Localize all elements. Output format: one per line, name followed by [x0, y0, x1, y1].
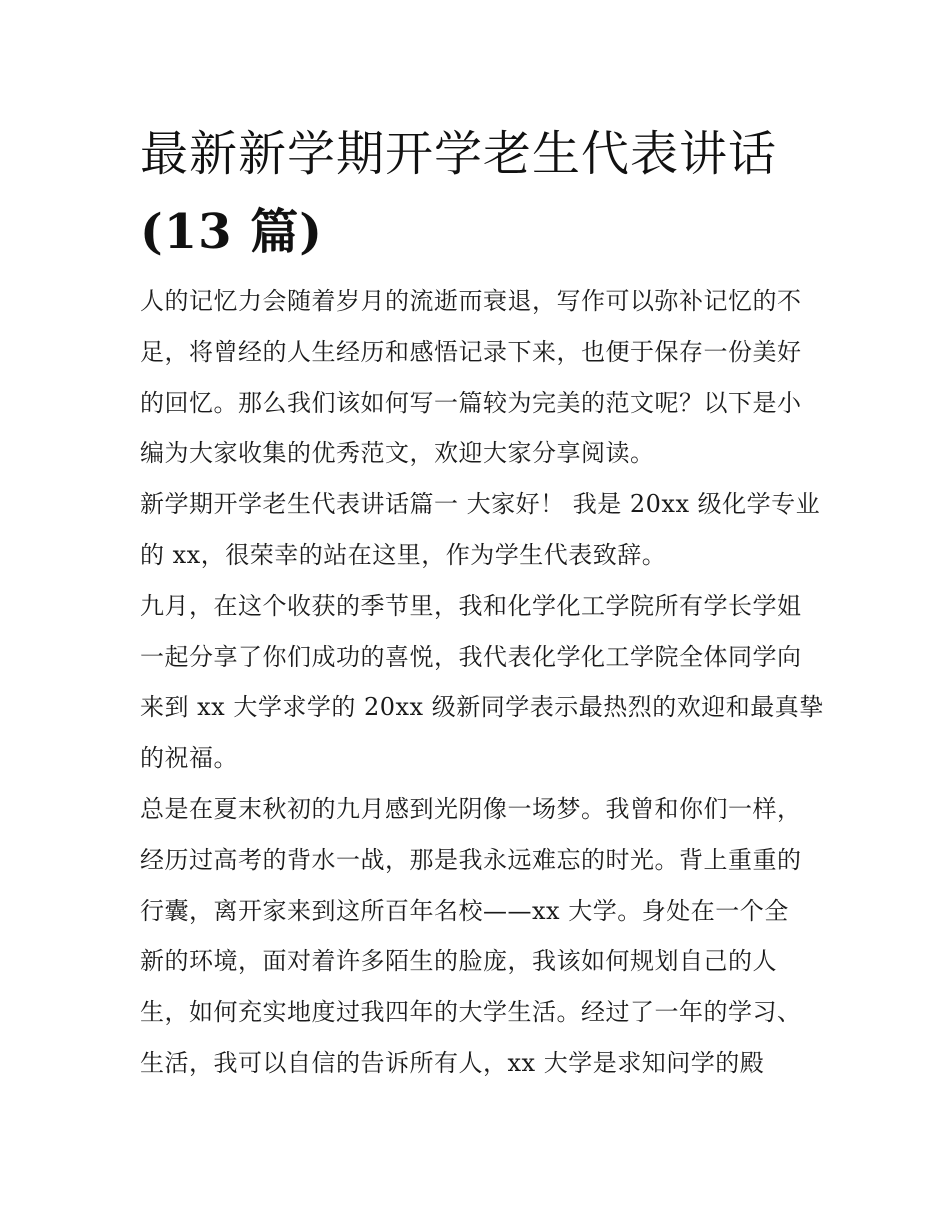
- title-line-1: 最新新学期开学老生代表讲话: [140, 126, 778, 182]
- document-title: [140, 115, 820, 271]
- body-line: 的回忆。那么我们该如何写一篇较为完美的范文呢？以下是小: [140, 388, 802, 417]
- body-line: 的 xx，很荣幸的站在这里，作为学生代表致辞。: [140, 540, 667, 569]
- body-line: 新的环境，面对着许多陌生的脸庞，我该如何规划自己的人: [140, 947, 777, 976]
- body-line: 一起分享了你们成功的喜悦，我代表化学化工学院全体同学向: [140, 642, 802, 671]
- body-line: 足，将曾经的人生经历和感悟记录下来，也便于保存一份美好: [140, 337, 802, 366]
- body-line: 来到 xx 大学求学的 20xx 级新同学表示最热烈的欢迎和最真挚: [140, 693, 824, 722]
- body-line: 总是在夏末秋初的九月感到光阴像一场梦。我曾和你们一样，: [140, 794, 802, 823]
- body-line: 九月，在这个收获的季节里，我和化学化工学院所有学长学姐: [140, 591, 802, 620]
- title-line-2: (13 篇): [140, 204, 323, 260]
- body-line: 编为大家收集的优秀范文，欢迎大家分享阅读。: [140, 439, 655, 468]
- body-line: 行囊，离开家来到这所百年名校——xx 大学。身处在一个全: [140, 896, 789, 925]
- body-line: 新学期开学老生代表讲话篇一 大家好！ 我是 20xx 级化学专业: [140, 490, 821, 519]
- document-body: [140, 276, 824, 1089]
- body-line: 经历过高考的背水一战，那是我永远难忘的时光。背上重重的: [140, 845, 802, 874]
- body-line: 的祝福。: [140, 744, 238, 773]
- body-line: 人的记忆力会随着岁月的流逝而衰退，写作可以弥补记忆的不: [140, 287, 802, 315]
- body-line: 生活，我可以自信的告诉所有人，xx 大学是求知问学的殿: [140, 1048, 765, 1077]
- body-line: 生，如何充实地度过我四年的大学生活。经过了一年的学习、: [140, 998, 802, 1027]
